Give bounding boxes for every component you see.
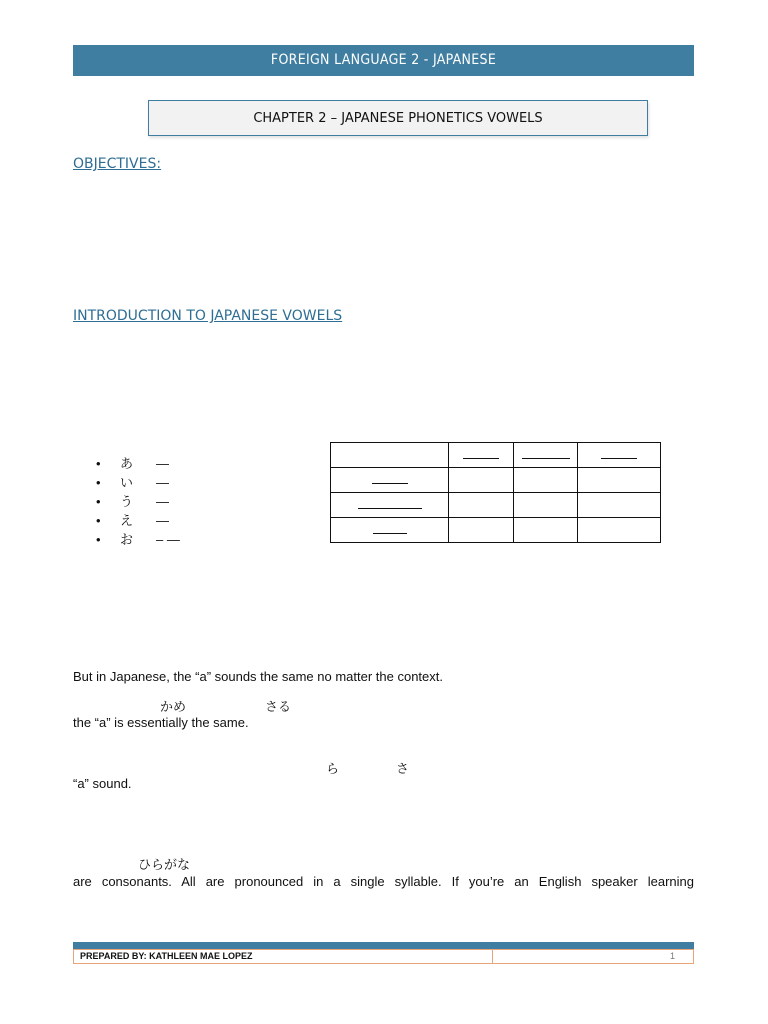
blank-line	[373, 523, 407, 534]
blank-line	[372, 473, 408, 484]
list-item	[96, 473, 180, 492]
vowel-table	[330, 442, 661, 543]
blank-line	[522, 448, 570, 459]
table-cell	[449, 493, 514, 518]
table-cell	[578, 468, 661, 493]
list-item	[96, 492, 180, 511]
kana-word: さ	[396, 761, 410, 776]
table-row	[331, 518, 661, 543]
kana-word: ら	[326, 761, 340, 776]
vowel-dash: – —	[156, 532, 180, 547]
kana-word: さる	[265, 699, 292, 714]
kana-word: ひらがな	[138, 857, 191, 872]
table-cell	[514, 468, 578, 493]
footer	[73, 949, 694, 964]
table-cell	[331, 493, 449, 518]
intro-heading: INTRODUCTION TO JAPANESE VOWELS	[73, 308, 343, 324]
table-row	[331, 468, 661, 493]
vowel-kana: お	[120, 532, 134, 547]
page-number: 1	[669, 951, 675, 961]
table-cell	[331, 468, 449, 493]
table-row	[331, 443, 661, 468]
list-item	[96, 530, 180, 549]
vowel-list	[96, 454, 180, 549]
objectives-heading: OBJECTIVES:	[73, 156, 162, 172]
chapter-title: CHAPTER 2 – JAPANESE PHONETICS VOWELS	[148, 100, 648, 136]
blank-line	[358, 498, 422, 509]
vowel-kana: い	[120, 475, 134, 490]
vowel-dash: —	[156, 513, 169, 528]
vowel-dash: —	[156, 456, 169, 471]
body-line: are consonants. All are pronounced in a single syllable. If you’re an English speaker learning	[73, 874, 694, 889]
body-line: But in Japanese, the “a” sounds the same no matter the context.	[73, 669, 443, 684]
blank-line	[463, 448, 499, 459]
kana-word: かめ	[160, 699, 187, 714]
table-cell	[449, 443, 514, 468]
table-cell	[331, 518, 449, 543]
blank-line	[601, 448, 637, 459]
table-cell	[449, 468, 514, 493]
vowel-dash: —	[156, 494, 169, 509]
footer-author: PREPARED BY: KATHLEEN MAE LOPEZ	[74, 950, 493, 963]
table-cell	[449, 518, 514, 543]
footer-accent-bar	[73, 942, 694, 949]
document-header: FOREIGN LANGUAGE 2 - JAPANESE	[73, 45, 694, 76]
table-row	[331, 493, 661, 518]
body-line: the “a” is essentially the same.	[73, 715, 249, 730]
vowel-kana: う	[120, 494, 134, 509]
table-cell	[578, 518, 661, 543]
vowel-kana: え	[120, 513, 134, 528]
list-item	[96, 454, 180, 473]
body-line: “a” sound.	[73, 776, 132, 791]
table-cell	[578, 493, 661, 518]
vowel-kana: あ	[120, 456, 134, 471]
table-cell	[578, 443, 661, 468]
table-cell	[331, 443, 449, 468]
list-item	[96, 511, 180, 530]
table-cell	[514, 518, 578, 543]
table-cell	[514, 443, 578, 468]
vowel-dash: —	[156, 475, 169, 490]
table-cell	[514, 493, 578, 518]
